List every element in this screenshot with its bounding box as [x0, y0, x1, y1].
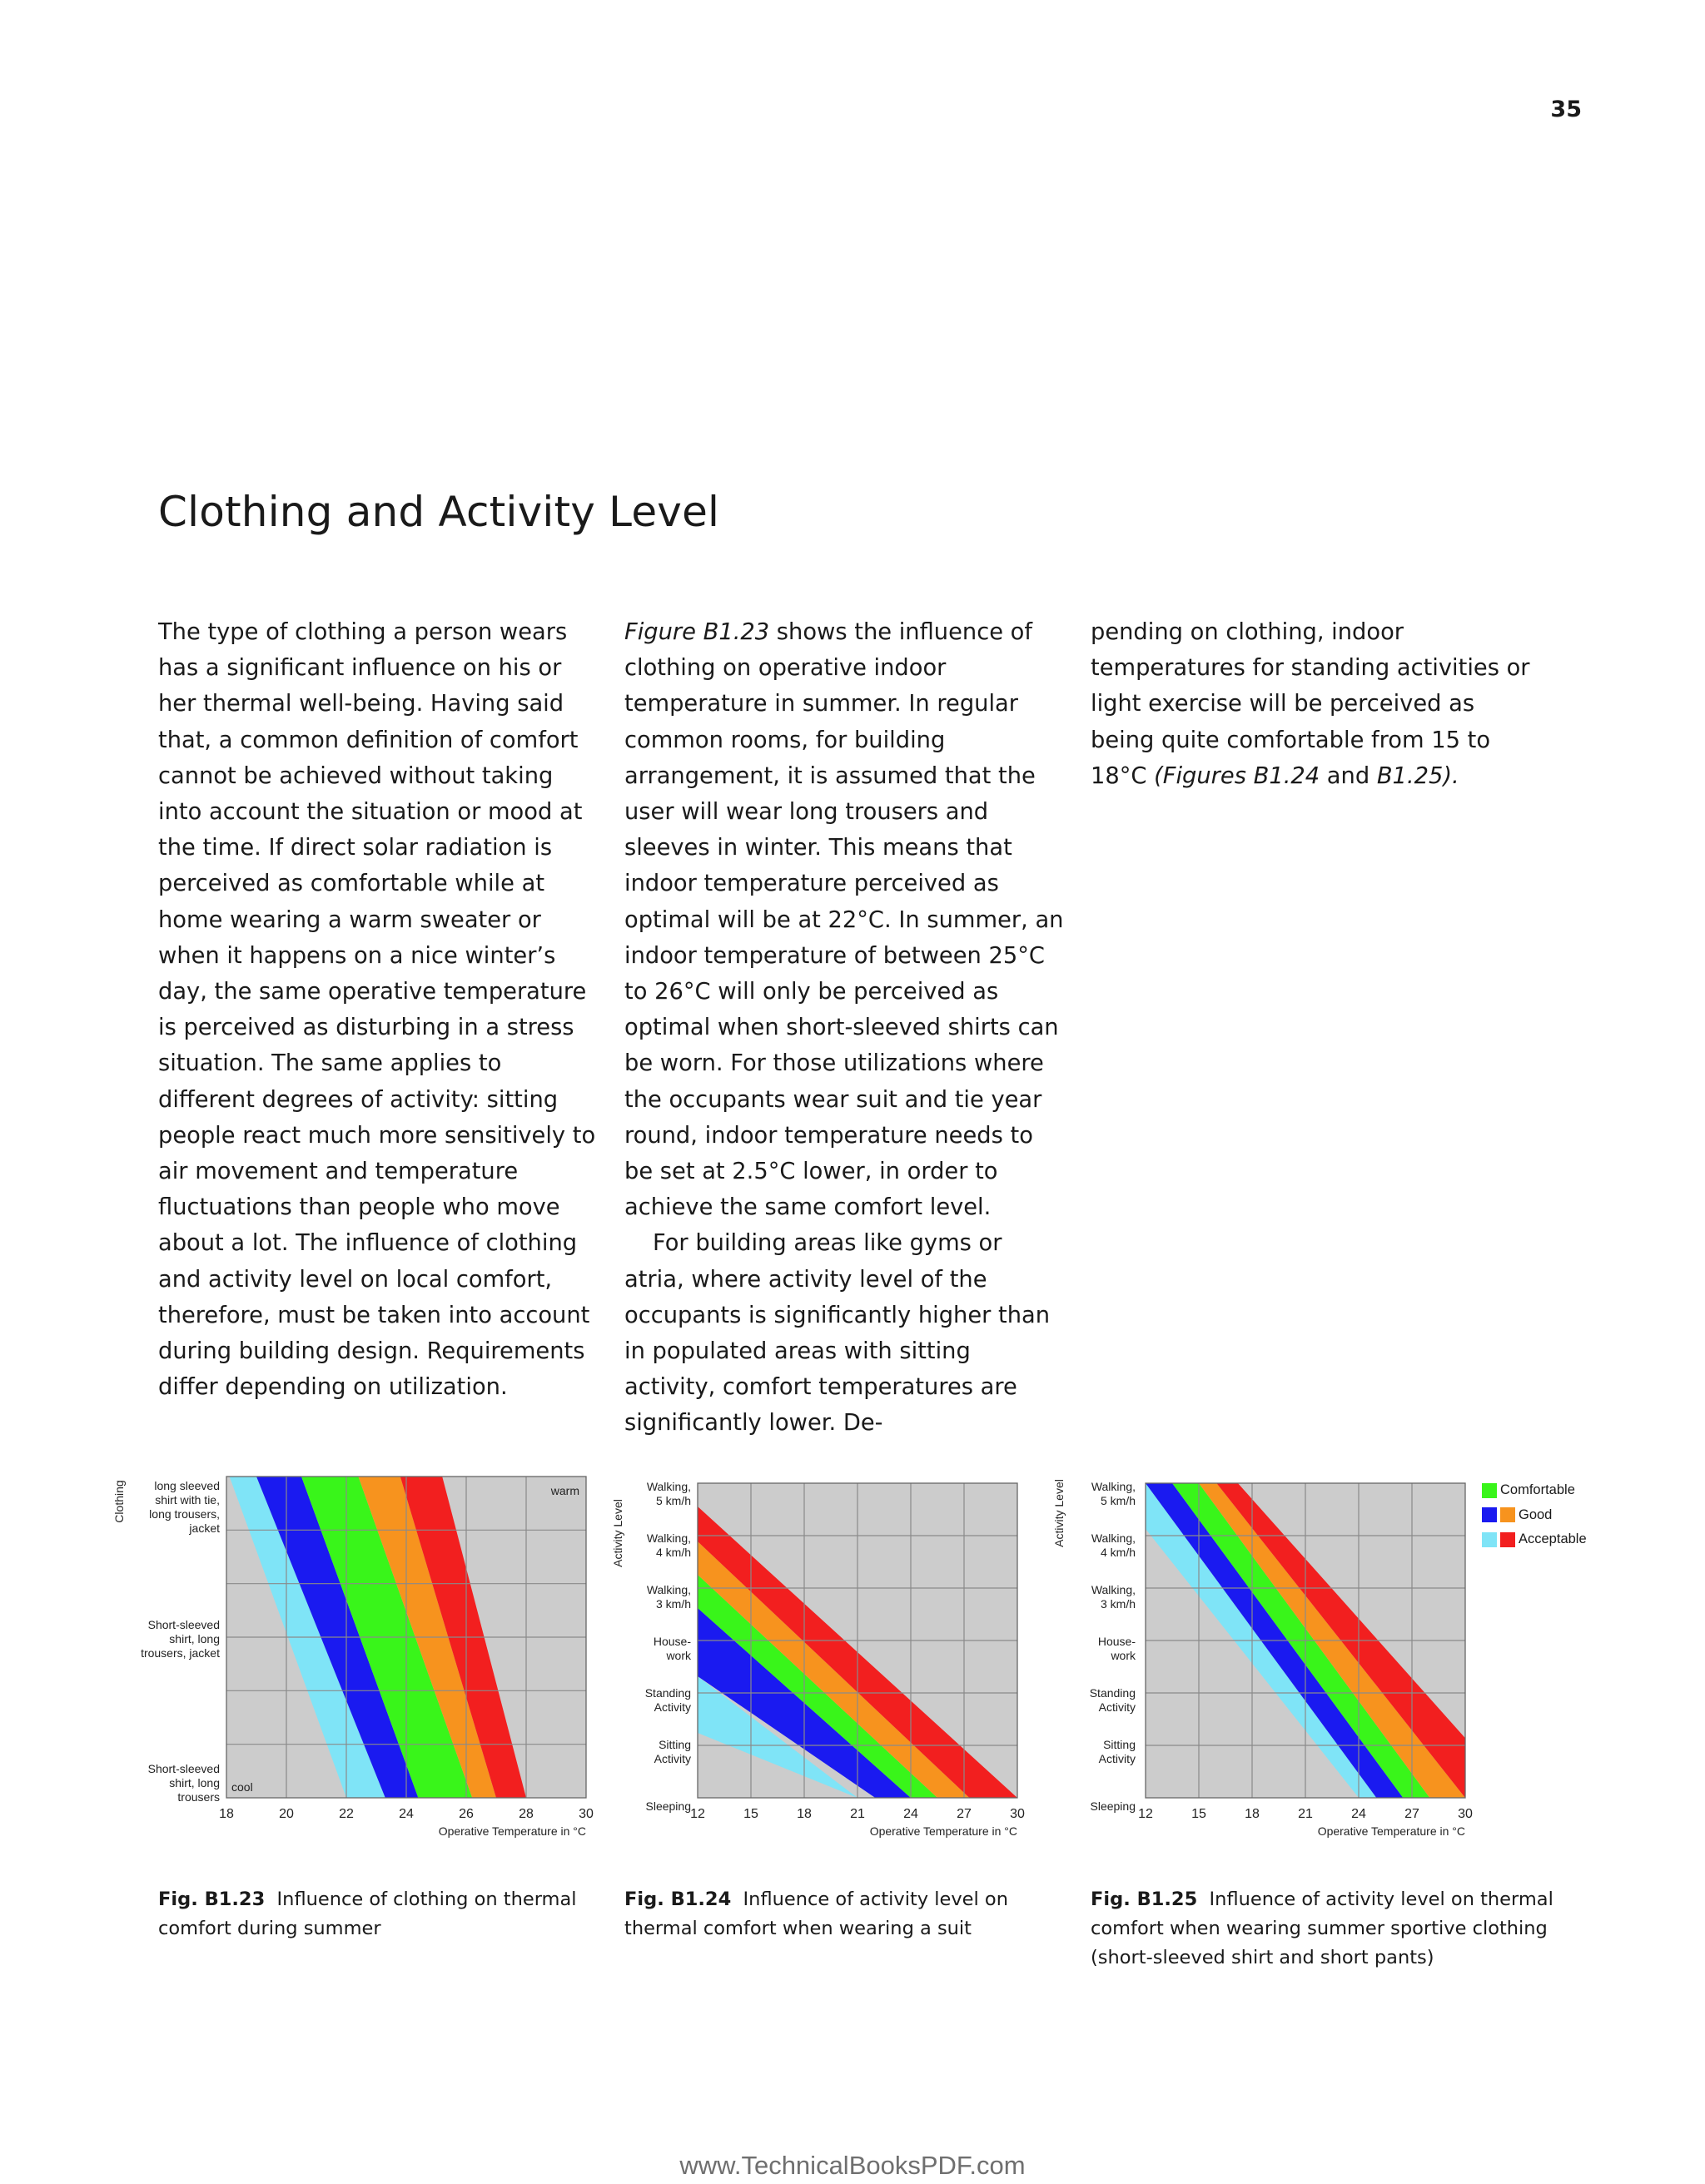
- y-category-label: Activity: [1098, 1700, 1136, 1714]
- caption-label: Fig. B1.23: [158, 1889, 266, 1910]
- legend-item-acceptable: [1482, 1527, 1587, 1552]
- y-axis-label: Activity Level: [1052, 1479, 1066, 1547]
- y-category-label: Sleeping: [645, 1799, 691, 1813]
- y-category-label: Walking,: [1091, 1531, 1136, 1545]
- y-category-label: Walking,: [646, 1583, 691, 1596]
- y-category-label: House-: [1097, 1635, 1136, 1648]
- y-category-label: Walking,: [646, 1531, 691, 1545]
- x-tick-label: 28: [519, 1807, 534, 1821]
- x-tick-label: 20: [279, 1807, 294, 1821]
- caption-text: Influence of activity level on thermal comfort when wearing a suit: [624, 1889, 1008, 1939]
- section-title: Clothing and Activity Level: [158, 488, 720, 536]
- figure-b1-24: [606, 1465, 1039, 1856]
- paragraph: [1091, 614, 1532, 794]
- x-tick-label: 15: [1191, 1807, 1206, 1821]
- y-category-label: shirt with tie,: [155, 1493, 220, 1506]
- x-tick-label: 15: [743, 1807, 758, 1821]
- y-category-label: work: [1111, 1649, 1136, 1662]
- y-category-label: Walking,: [1091, 1480, 1136, 1493]
- y-axis-label: Clothing: [112, 1480, 126, 1523]
- y-category-label: 5 km/h: [655, 1494, 691, 1507]
- y-category-label: 5 km/h: [1100, 1494, 1136, 1507]
- chart-activity-suit: [606, 1465, 1039, 1856]
- x-tick-label: 21: [850, 1807, 865, 1821]
- body-column-1: [158, 614, 599, 1405]
- x-axis-label: Operative Temperature in °C: [1317, 1824, 1465, 1838]
- paragraph: The type of clothing a person wears has a significant influence on his or her thermal well-being. Having said that, a common definition of comfort cannot be achieved without taking into account the situation or mood at the time. If direct solar radiation is perceived as comfortable while at home wearing a warm sweater or when it happens on a nice winter’s day, the same operative temperature is perceived as disturbing in a stress situation. The same applies to different degrees of activity: sitting people react much more sensitively to air movement and temperature fluctuations than people who move about a lot. The influence of clothing and activity level on local comfort, therefore, must be taken into account during building design. Requirements differ depending on utilization.: [158, 619, 596, 1401]
- y-axis-label: Activity Level: [611, 1499, 624, 1567]
- x-tick-label: 24: [1351, 1807, 1366, 1821]
- paragraph: [624, 1225, 1066, 1441]
- x-tick-label: 18: [797, 1807, 812, 1821]
- x-tick-label: 18: [219, 1807, 234, 1821]
- figure-caption-b1-25: [1091, 1885, 1557, 1973]
- body-column-3: [1091, 614, 1532, 794]
- legend-item-good: [1482, 1503, 1587, 1528]
- y-category-label: House-: [653, 1635, 691, 1648]
- y-category-label: shirt, long: [169, 1632, 220, 1645]
- page-number: 35: [1550, 97, 1582, 122]
- x-tick-label: 26: [459, 1807, 474, 1821]
- y-category-label: trousers, jacket: [141, 1646, 220, 1660]
- x-tick-label: 18: [1245, 1807, 1260, 1821]
- y-category-label: shirt, long: [169, 1776, 220, 1789]
- x-tick-label: 30: [1458, 1807, 1473, 1821]
- paragraph-text: pending on clothing, indoor temperatures for standing activities or light exercise will be perceived as being quite comfortable from 15 to 18°C: [1091, 619, 1530, 789]
- x-tick-label: 21: [1298, 1807, 1313, 1821]
- corner-label-cool: cool: [231, 1780, 253, 1794]
- legend-swatch: [1482, 1483, 1497, 1498]
- body-column-2: [624, 614, 1066, 1442]
- y-category-label: Walking,: [646, 1480, 691, 1493]
- paragraph-text: For building areas like gyms or atria, where activity level of the occupants is significantly higher than in populated areas with sitting activity, comfort temperatures are significantly lower. De-: [624, 1230, 1051, 1437]
- x-tick-label: 24: [903, 1807, 918, 1821]
- chart-activity-sportive: [1047, 1465, 1480, 1856]
- x-tick-label: 30: [1010, 1807, 1025, 1821]
- legend-item-comfortable: [1482, 1478, 1587, 1503]
- y-category-label: work: [666, 1649, 691, 1662]
- y-category-label: Standing: [1089, 1686, 1136, 1700]
- legend-label: Comfortable: [1500, 1482, 1575, 1498]
- y-category-label: Sitting: [1103, 1738, 1136, 1751]
- y-category-label: Short-sleeved: [147, 1618, 220, 1631]
- y-category-label: trousers: [177, 1790, 220, 1804]
- x-tick-label: 12: [690, 1807, 705, 1821]
- x-tick-label: 24: [399, 1807, 414, 1821]
- chart-clothing-comfort: [108, 1465, 608, 1856]
- y-category-label: jacket: [189, 1521, 220, 1535]
- figure-caption-b1-23: [158, 1885, 591, 1943]
- y-category-label: Sitting: [659, 1738, 691, 1751]
- y-category-label: Walking,: [1091, 1583, 1136, 1596]
- figure-b1-23: [108, 1465, 608, 1856]
- figure-reference: (Figures B1.24: [1154, 762, 1320, 789]
- legend-swatch: [1500, 1507, 1515, 1522]
- x-tick-label: 27: [957, 1807, 972, 1821]
- x-axis-label: Operative Temperature in °C: [869, 1824, 1017, 1838]
- figure-caption-b1-24: [624, 1885, 1057, 1943]
- chart-legend: [1482, 1478, 1587, 1552]
- paragraph-text: shows the influence of clothing on operative indoor temperature in summer. In regular common rooms, for building arrangement, it is assumed that the user will wear long trousers and sleeves in winter. This means that indoor temperature perceived as optimal will be at 22°C. In summer, an indoor temperature of between 25°C to 26°C will only be perceived as optimal when short-sleeved shirts can be worn. For those utilizations where the occupants wear suit and tie year round, indoor temperature needs to be set at 2.5°C lower, in order to achieve the same comfort level.: [624, 619, 1064, 1221]
- y-category-label: Activity: [1098, 1752, 1136, 1765]
- legend-swatch: [1482, 1532, 1497, 1547]
- figure-reference: Figure B1.23: [624, 619, 770, 645]
- y-category-label: 4 km/h: [655, 1546, 691, 1559]
- y-category-label: Short-sleeved: [147, 1762, 220, 1775]
- y-category-label: 3 km/h: [655, 1597, 691, 1611]
- caption-label: Fig. B1.25: [1091, 1889, 1198, 1910]
- y-category-label: Activity: [654, 1752, 691, 1765]
- y-category-label: Standing: [644, 1686, 691, 1700]
- corner-label-warm: warm: [550, 1484, 579, 1497]
- caption-text: Influence of activity level on thermal comfort when wearing summer sportive clothing (short-sleeved shirt and short pants): [1091, 1889, 1553, 1968]
- x-tick-label: 22: [339, 1807, 354, 1821]
- y-category-label: Activity: [654, 1700, 691, 1714]
- y-category-label: Sleeping: [1090, 1799, 1136, 1813]
- footer-watermark: www.TechnicalBooksPDF.com: [679, 2151, 1026, 2180]
- x-axis-label: Operative Temperature in °C: [438, 1824, 586, 1838]
- figure-b1-25: [1047, 1465, 1480, 1856]
- x-tick-label: 27: [1404, 1807, 1419, 1821]
- figure-reference: B1.25).: [1376, 762, 1459, 789]
- x-tick-label: 12: [1138, 1807, 1153, 1821]
- caption-label: Fig. B1.24: [624, 1889, 732, 1910]
- legend-label: Good: [1519, 1506, 1553, 1522]
- y-category-label: 3 km/h: [1100, 1597, 1136, 1611]
- caption-text: Influence of clothing on thermal comfort during summer: [158, 1889, 577, 1939]
- y-category-label: long trousers,: [149, 1507, 220, 1521]
- y-category-label: 4 km/h: [1100, 1546, 1136, 1559]
- legend-label: Acceptable: [1519, 1531, 1587, 1547]
- paragraph-text: and: [1320, 762, 1377, 789]
- paragraph: [624, 614, 1066, 1225]
- x-tick-label: 30: [579, 1807, 594, 1821]
- y-category-label: long sleeved: [154, 1479, 220, 1492]
- legend-swatch: [1482, 1507, 1497, 1522]
- legend-swatch: [1500, 1532, 1515, 1547]
